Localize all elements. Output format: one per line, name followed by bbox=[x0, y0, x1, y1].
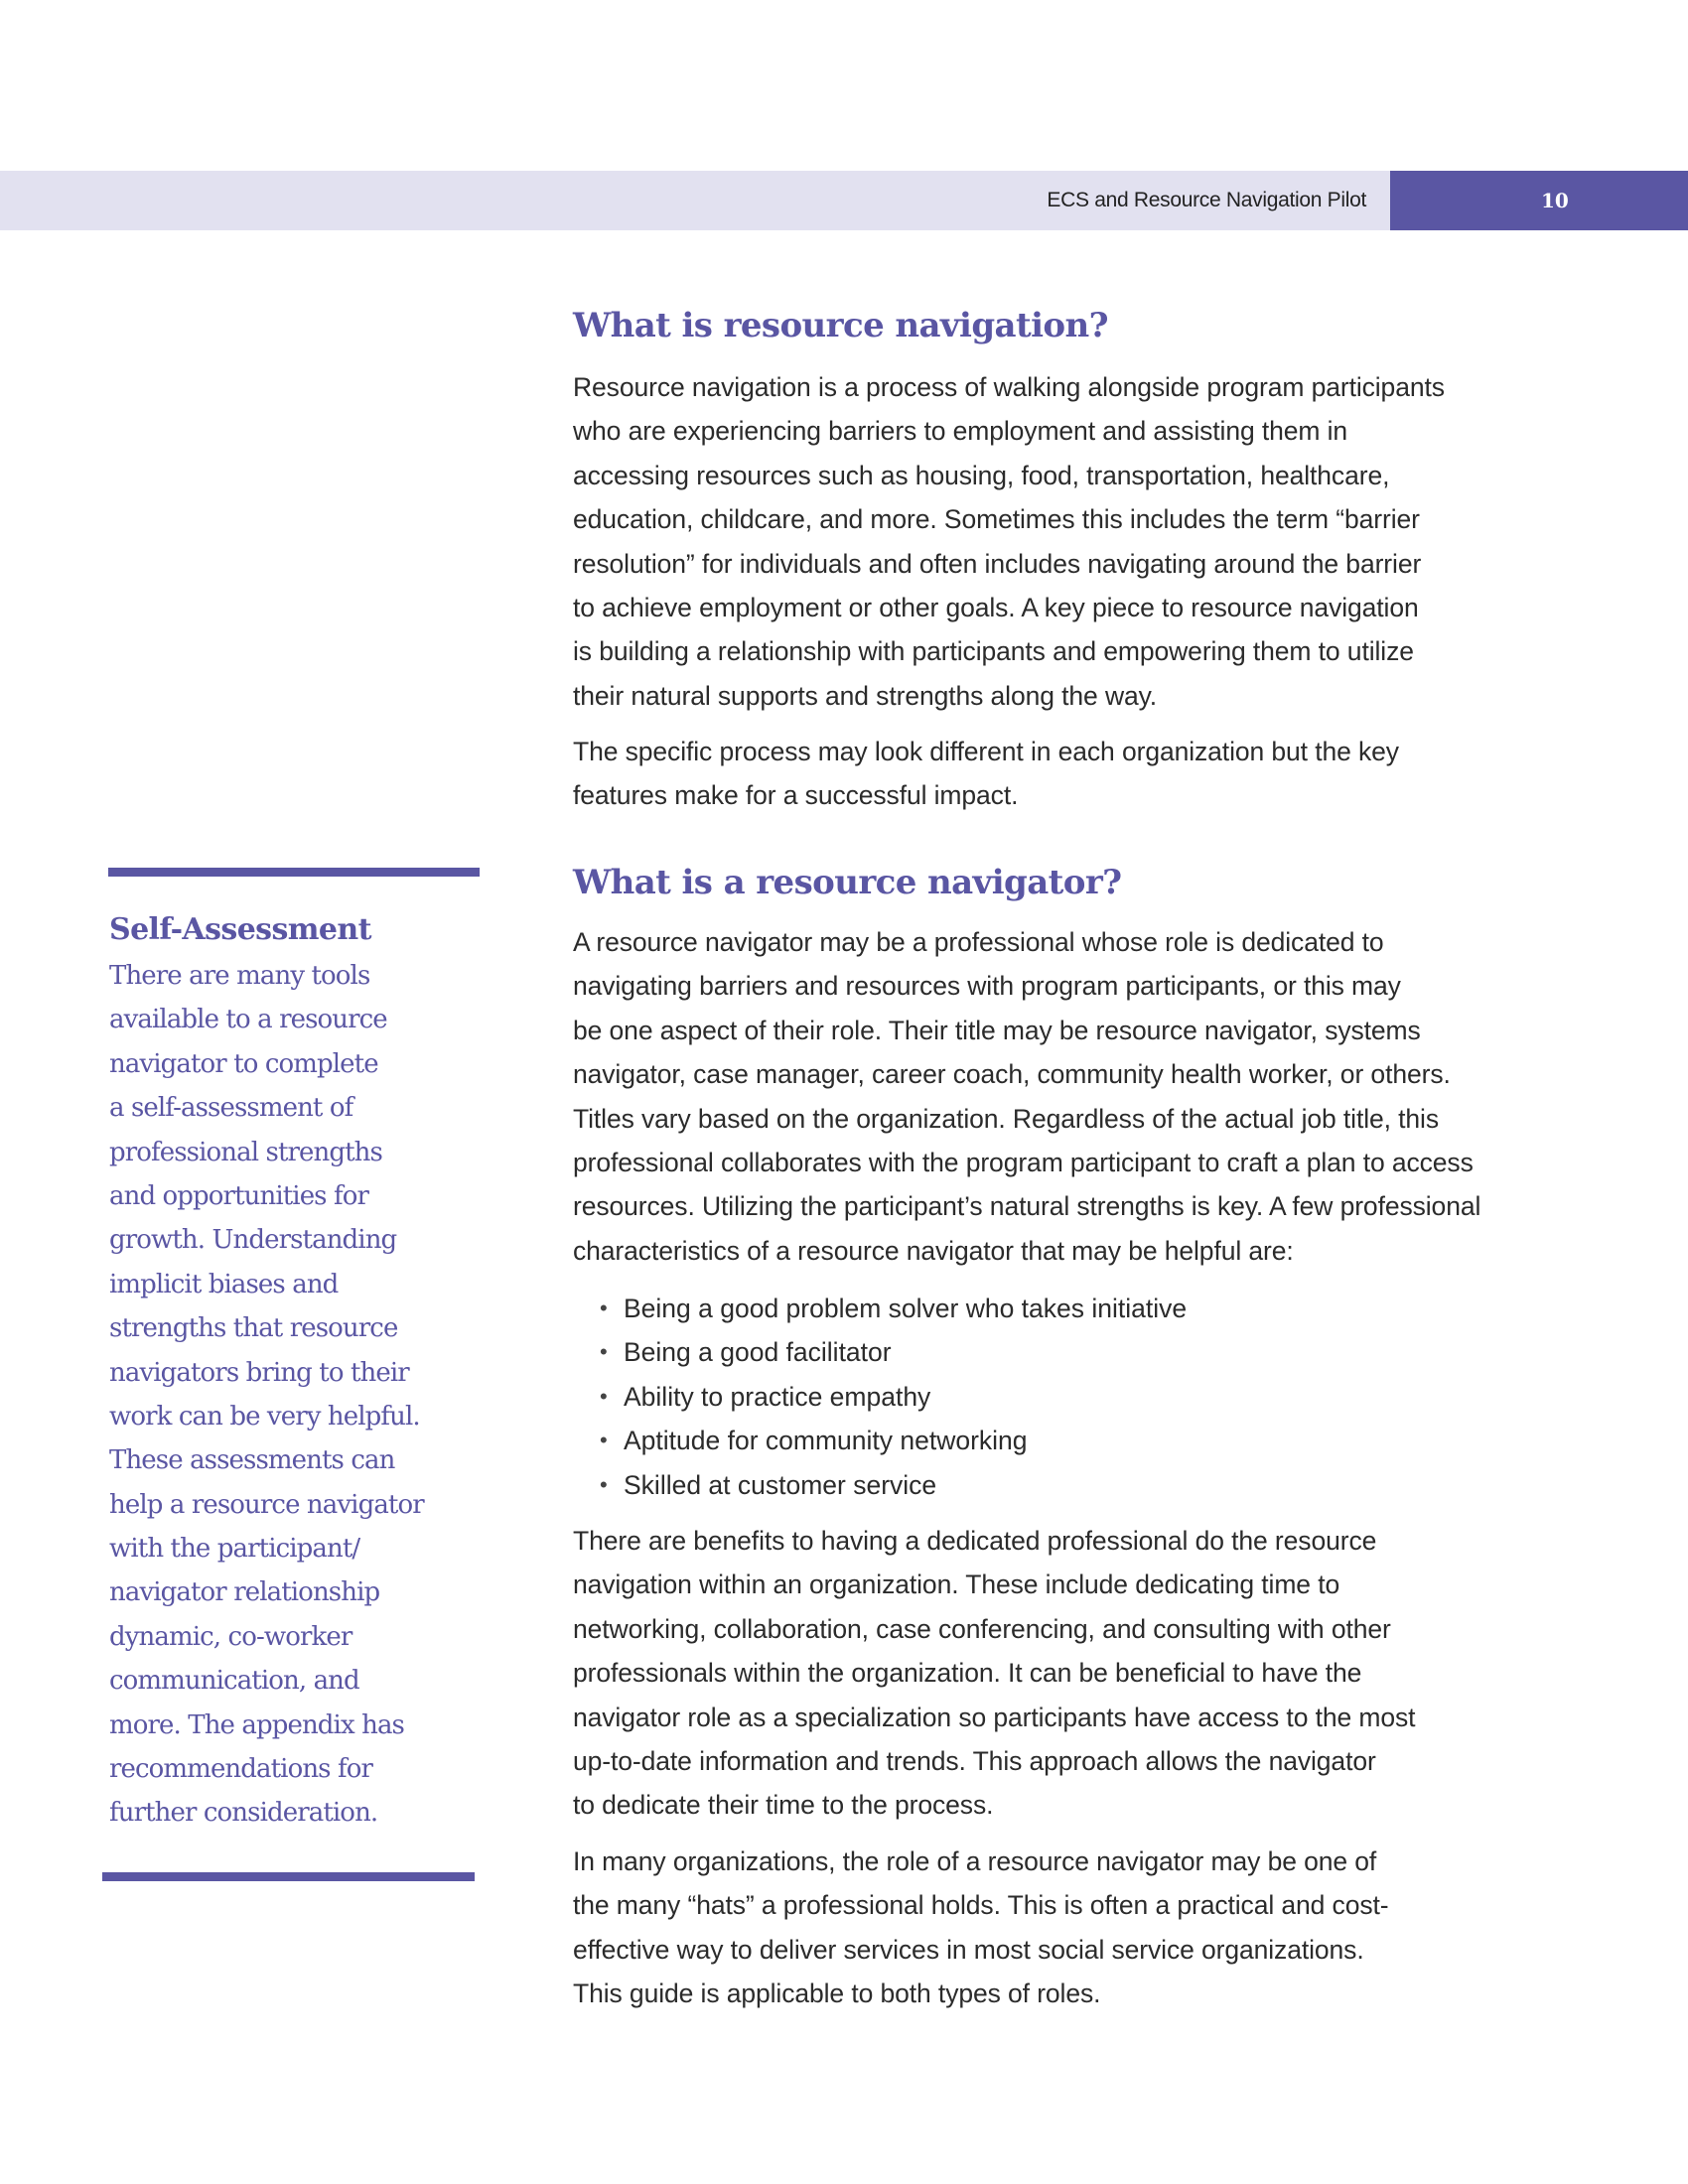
text-line: navigator, case manager, career coach, community health worker, or others. bbox=[573, 1059, 1451, 1090]
sidebar-line: navigator relationship bbox=[109, 1577, 380, 1608]
sidebar-line: navigator to complete bbox=[109, 1048, 378, 1079]
bullet-icon: • bbox=[600, 1339, 608, 1365]
sidebar-line: available to a resource bbox=[109, 1005, 387, 1035]
list-item-text: Aptitude for community networking bbox=[624, 1426, 1028, 1456]
running-header-band bbox=[0, 171, 1390, 230]
text-line: professionals within the organization. It can be beneficial to have the bbox=[573, 1658, 1362, 1689]
sidebar-line: dynamic, co-worker bbox=[109, 1621, 352, 1652]
text-line: to achieve employment or other goals. A key piece to resource navigation bbox=[573, 592, 1419, 622]
sidebar-line: strengths that resource bbox=[109, 1313, 398, 1344]
sidebar-line: work can be very helpful. bbox=[109, 1401, 420, 1432]
sidebar-bottom-rule bbox=[102, 1872, 475, 1881]
sidebar-line: growth. Understanding bbox=[109, 1225, 397, 1256]
text-line: A resource navigator may be a professional whose role is dedicated to bbox=[573, 927, 1384, 957]
text-line: professional collaborates with the program participant to craft a plan to access bbox=[573, 1147, 1474, 1177]
sidebar-line: more. The appendix has bbox=[109, 1709, 404, 1740]
text-line: accessing resources such as housing, food, transportation, healthcare, bbox=[573, 460, 1390, 490]
text-line: is building a relationship with participants and empowering them to utilize bbox=[573, 636, 1414, 667]
bullet-icon: • bbox=[600, 1296, 608, 1320]
text-line: resources. Utilizing the participant’s natural strengths is key. A few professional bbox=[573, 1191, 1481, 1222]
sidebar-line: help a resource navigator bbox=[109, 1489, 424, 1520]
sidebar-line: implicit biases and bbox=[109, 1269, 339, 1299]
text-line: features make for a successful impact. bbox=[573, 780, 1019, 811]
page-number: 10 bbox=[1541, 189, 1569, 212]
text-line: In many organizations, the role of a resource navigator may be one of bbox=[573, 1846, 1377, 1876]
paragraph-many-hats bbox=[573, 1840, 1576, 2016]
text-line: characteristics of a resource navigator that may be helpful are: bbox=[573, 1235, 1294, 1266]
text-line: their natural supports and strengths along the way. bbox=[573, 680, 1158, 711]
sidebar-line: recommendations for bbox=[109, 1754, 372, 1785]
text-line: This guide is applicable to both types of roles. bbox=[573, 1979, 1101, 2009]
text-line: education, childcare, and more. Sometimes this includes the term “barrier bbox=[573, 504, 1420, 535]
text-line: up-to-date information and trends. This approach allows the navigator bbox=[573, 1745, 1376, 1776]
text-line: Resource navigation is a process of walking alongside program participants bbox=[573, 372, 1445, 402]
sidebar-line: a self-assessment of bbox=[109, 1093, 353, 1124]
text-line: to dedicate their time to the process. bbox=[573, 1790, 994, 1821]
sidebar-top-rule bbox=[108, 868, 480, 877]
list-item bbox=[596, 1463, 1569, 1507]
sidebar-title: Self-Assessment bbox=[109, 912, 371, 947]
text-line: the many “hats” a professional holds. This is often a practical and cost- bbox=[573, 1890, 1389, 1921]
running-header-title: ECS and Resource Navigation Pilot bbox=[1047, 189, 1366, 211]
sidebar-line: These assessments can bbox=[109, 1445, 395, 1476]
sidebar-callout-text bbox=[109, 954, 424, 1836]
sidebar-line: further consideration. bbox=[109, 1798, 378, 1829]
sidebar-line: There are many tools bbox=[109, 961, 370, 991]
text-line: The specific process may look different in each organization but the key bbox=[573, 737, 1399, 766]
text-line: navigating barriers and resources with program participants, or this may bbox=[573, 971, 1401, 1002]
page-number-box bbox=[1390, 171, 1688, 230]
text-line: be one aspect of their role. Their title may be resource navigator, systems bbox=[573, 1015, 1421, 1045]
text-line: effective way to deliver services in most social service organizations. bbox=[573, 1934, 1364, 1965]
sidebar-line: communication, and bbox=[109, 1666, 359, 1697]
text-line: who are experiencing barriers to employment and assisting them in bbox=[573, 416, 1348, 447]
bullet-icon: • bbox=[600, 1383, 608, 1409]
text-line: Titles vary based on the organization. Regardless of the actual job title, this bbox=[573, 1103, 1439, 1134]
text-line: navigator role as a specialization so participants have access to the most bbox=[573, 1702, 1416, 1732]
bullet-icon: • bbox=[600, 1471, 608, 1497]
list-item bbox=[596, 1287, 1569, 1330]
list-item-text: Being a good facilitator bbox=[624, 1337, 892, 1368]
paragraph-navigator-definition bbox=[573, 920, 1576, 1273]
list-item-text: Ability to practice empathy bbox=[624, 1381, 931, 1412]
text-line: resolution” for individuals and often includes navigating around the barrier bbox=[573, 548, 1422, 579]
paragraph-resource-navigation-definition bbox=[573, 365, 1576, 718]
list-item bbox=[596, 1330, 1569, 1374]
sidebar-line: with the participant/ bbox=[109, 1534, 360, 1565]
list-item bbox=[596, 1375, 1569, 1419]
characteristics-list bbox=[596, 1287, 1569, 1507]
text-line: There are benefits to having a dedicated professional do the resource bbox=[573, 1526, 1377, 1556]
paragraph-specific-process bbox=[573, 730, 1576, 818]
list-item-text: Being a good problem solver who takes initiative bbox=[624, 1294, 1188, 1323]
sidebar-line: professional strengths bbox=[109, 1137, 382, 1167]
text-line: networking, collaboration, case conferencing, and consulting with other bbox=[573, 1613, 1391, 1644]
heading-what-is-resource-navigator: What is a resource navigator? bbox=[573, 863, 1122, 902]
list-item-text: Skilled at customer service bbox=[624, 1469, 937, 1500]
list-item bbox=[596, 1419, 1569, 1462]
bullet-icon: • bbox=[600, 1428, 608, 1453]
paragraph-dedicated-professional-benefits bbox=[573, 1519, 1576, 1828]
sidebar-line: navigators bring to their bbox=[109, 1357, 409, 1388]
sidebar-line: and opportunities for bbox=[109, 1180, 368, 1211]
heading-what-is-resource-navigation: What is resource navigation? bbox=[573, 306, 1108, 345]
text-line: navigation within an organization. These include dedicating time to bbox=[573, 1570, 1340, 1600]
